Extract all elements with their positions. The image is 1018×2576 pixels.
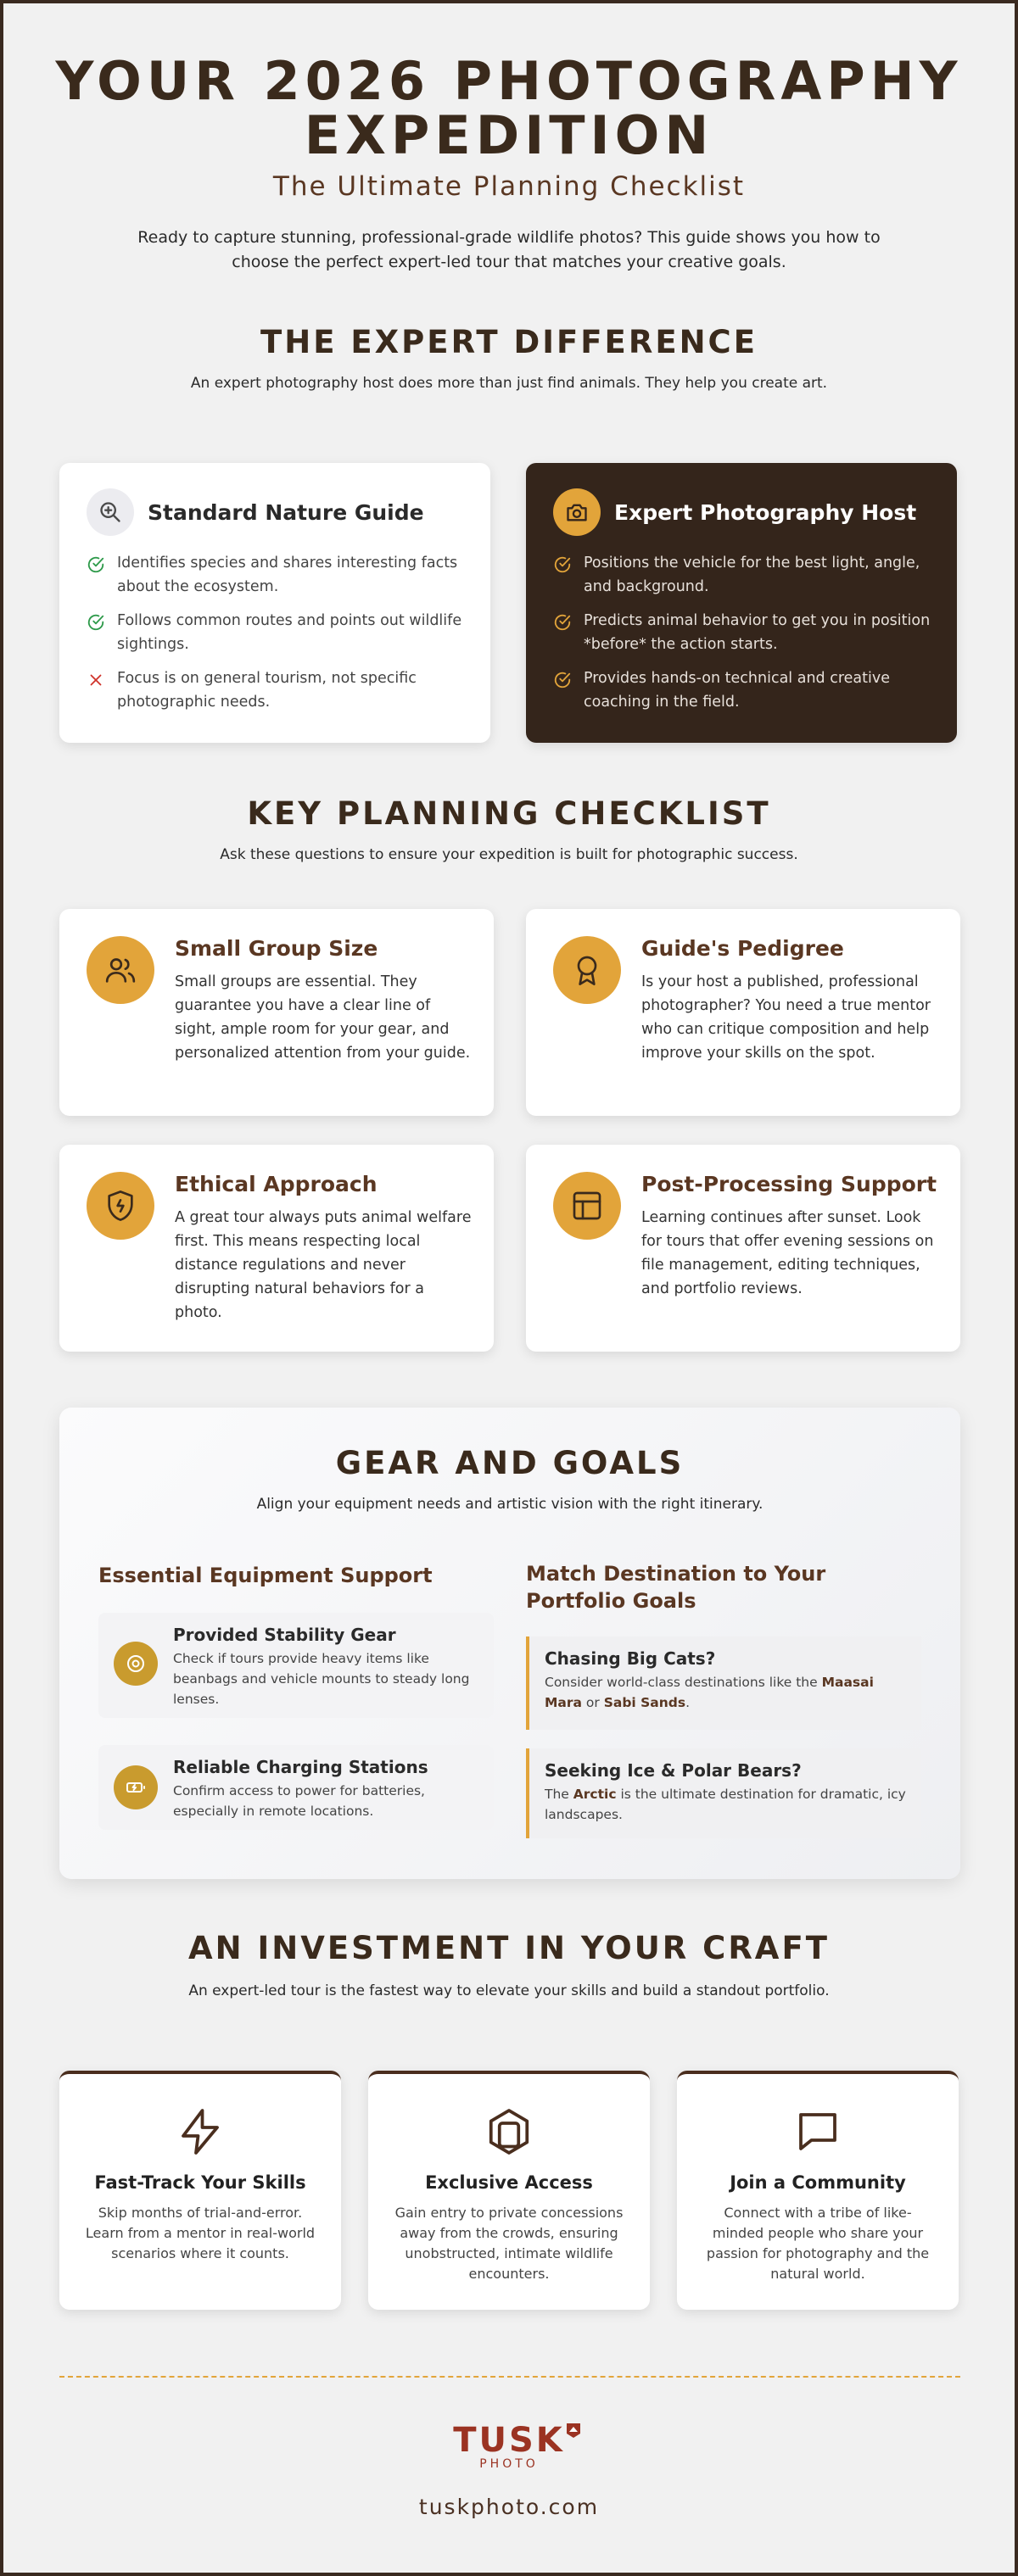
equipment-item-charging	[98, 1745, 494, 1830]
checklist-card-small-group	[59, 909, 494, 1116]
check-circle-icon	[553, 671, 572, 689]
check-circle-icon	[87, 613, 105, 632]
equipment-item-title: Reliable Charging Stations	[173, 1757, 428, 1777]
investment-card-access	[368, 2071, 650, 2310]
equipment-column-title: Essential Equipment Support	[98, 1564, 433, 1587]
page-subtitle: The Ultimate Planning Checklist	[272, 171, 746, 202]
expert-difference-title: THE EXPERT DIFFERENCE	[260, 324, 758, 360]
list-item	[87, 551, 465, 599]
camera-icon	[553, 488, 601, 536]
logo-wordmark: TUSK	[453, 2421, 565, 2460]
cross-icon	[87, 671, 105, 689]
expert-host-list	[553, 551, 931, 724]
equipment-item-text: Confirm access to power for batteries, especially in remote locations.	[173, 1783, 425, 1819]
investment-card-community	[677, 2071, 959, 2310]
investment-desc: An expert-led tour is the fastest way to elevate your skills and build a standout portfolio.	[188, 1982, 830, 1999]
equipment-item-stability	[98, 1613, 494, 1718]
chat-bubble-icon	[792, 2106, 843, 2157]
equipment-item-title: Provided Stability Gear	[173, 1625, 396, 1645]
gear-and-goals-panel	[59, 1408, 960, 1879]
checklist-card-text: Learning continues after sunset. Look for tours that offer evening sessions on file management, editing techniques, and portfolio reviews.	[641, 1209, 934, 1297]
page-title-line-1: YOUR 2026 PHOTOGRAPHY	[55, 50, 963, 112]
shield-paw-icon	[87, 1172, 154, 1240]
checklist-card-pedigree	[526, 909, 960, 1116]
checklist-card-text: A great tour always puts animal welfare first. This means respecting local distance regulations and never disrupting natural behaviors for a photo.	[175, 1209, 472, 1321]
list-item-text: Follows common routes and points out wildlife sightings.	[117, 612, 462, 653]
list-item-text: Positions the vehicle for the best light, angle, and background.	[584, 555, 920, 595]
gear-title: GEAR AND GOALS	[335, 1445, 685, 1481]
standard-guide-title: Standard Nature Guide	[148, 500, 424, 525]
check-circle-icon	[87, 555, 105, 574]
equipment-item-text: Check if tours provide heavy items like beanbags and vehicle mounts to steady long lenses.	[173, 1651, 470, 1707]
footer-divider	[59, 2376, 960, 2378]
investment-card-title: Join a Community	[730, 2172, 906, 2193]
destination-item-polar	[526, 1748, 921, 1838]
intro-text: Ready to capture stunning, professional-grade wildlife photos? This guide shows you how to choose the perfect expert-led tour that matches your creative goals.	[137, 228, 881, 271]
checklist-card-ethical	[59, 1145, 494, 1352]
checklist-card-post-processing	[526, 1145, 960, 1352]
logo-mountain-icon	[565, 2422, 582, 2439]
standard-guide-card	[59, 463, 490, 743]
page	[3, 3, 1015, 2573]
checklist-card-text: Small groups are essential. They guarantee you have a clear line of sight, ample room for your gear, and personalized attention from your guide.	[175, 973, 471, 1062]
list-item	[553, 666, 931, 714]
investment-card-title: Fast-Track Your Skills	[94, 2172, 306, 2193]
checklist-card-title: Small Group Size	[175, 936, 378, 961]
check-circle-icon	[553, 555, 572, 574]
hexagon-frame-icon	[484, 2106, 534, 2157]
list-item-text: Focus is on general tourism, not specific photographic needs.	[117, 670, 417, 711]
investment-card-text: Connect with a tribe of like-minded people who share your passion for photography and the natural world.	[706, 2205, 930, 2282]
group-icon	[87, 936, 154, 1004]
investment-card-title: Exclusive Access	[425, 2172, 593, 2193]
award-icon	[553, 936, 621, 1004]
list-item	[87, 666, 465, 714]
magnifier-icon	[87, 488, 134, 536]
checklist-card-title: Ethical Approach	[175, 1172, 378, 1196]
destination-item-title: Seeking Ice & Polar Bears?	[545, 1760, 802, 1781]
expert-host-title: Expert Photography Host	[614, 500, 917, 525]
target-icon	[114, 1642, 158, 1686]
investment-card-fast-track	[59, 2071, 341, 2310]
investment-title: AN INVESTMENT IN YOUR CRAFT	[188, 1930, 830, 1966]
website-link[interactable]: tuskphoto.com	[418, 2495, 600, 2519]
list-item	[553, 609, 931, 656]
lightning-icon	[175, 2106, 226, 2157]
destinations-column-title	[526, 1560, 825, 1614]
destination-item-big-cats	[526, 1636, 921, 1730]
expert-host-card	[526, 463, 957, 743]
checklist-title: KEY PLANNING CHECKLIST	[247, 795, 771, 832]
investment-card-text: Gain entry to private concessions away from the crowds, ensuring unobstructed, intimate wildlife encounters.	[394, 2205, 624, 2282]
expert-difference-desc: An expert photography host does more than just find animals. They help you create art.	[190, 375, 828, 392]
destination-item-title: Chasing Big Cats?	[545, 1648, 716, 1669]
destination-item-text: Consider world-class destinations like the Maasai Mara or Sabi Sands.	[545, 1675, 874, 1710]
check-circle-icon	[553, 613, 572, 632]
page-title-line-2: EXPEDITION	[304, 104, 714, 166]
battery-charging-icon	[114, 1765, 158, 1809]
list-item-text: Provides hands-on technical and creative coaching in the field.	[584, 670, 890, 711]
checklist-desc: Ask these questions to ensure your expedition is built for photographic success.	[220, 846, 798, 863]
logo-subword: PHOTO	[479, 2457, 539, 2471]
list-item-text: Predicts animal behavior to get you in position *before* the action starts.	[584, 612, 931, 653]
destinations-title-line-2: Portfolio Goals	[526, 1589, 696, 1613]
destination-item-text: The Arctic is the ultimate destination for dramatic, icy landscapes.	[545, 1787, 906, 1822]
gear-desc: Align your equipment needs and artistic vision with the right itinerary.	[256, 1496, 764, 1513]
layout-icon	[553, 1172, 621, 1240]
list-item	[553, 551, 931, 599]
list-item	[87, 609, 465, 656]
checklist-card-title: Guide's Pedigree	[641, 936, 844, 961]
investment-card-text: Skip months of trial-and-error. Learn from a mentor in real-world scenarios where it counts.	[85, 2205, 316, 2261]
checklist-card-text: Is your host a published, professional photographer? You need a true mentor who can critique composition and help improve your skills on the spot.	[641, 973, 931, 1062]
list-item-text: Identifies species and shares interesting facts about the ecosystem.	[117, 555, 458, 595]
tusk-photo-logo	[433, 2422, 585, 2476]
checklist-card-title: Post-Processing Support	[641, 1172, 937, 1196]
destinations-title-line-1: Match Destination to Your	[526, 1562, 826, 1586]
standard-guide-list	[87, 551, 465, 724]
